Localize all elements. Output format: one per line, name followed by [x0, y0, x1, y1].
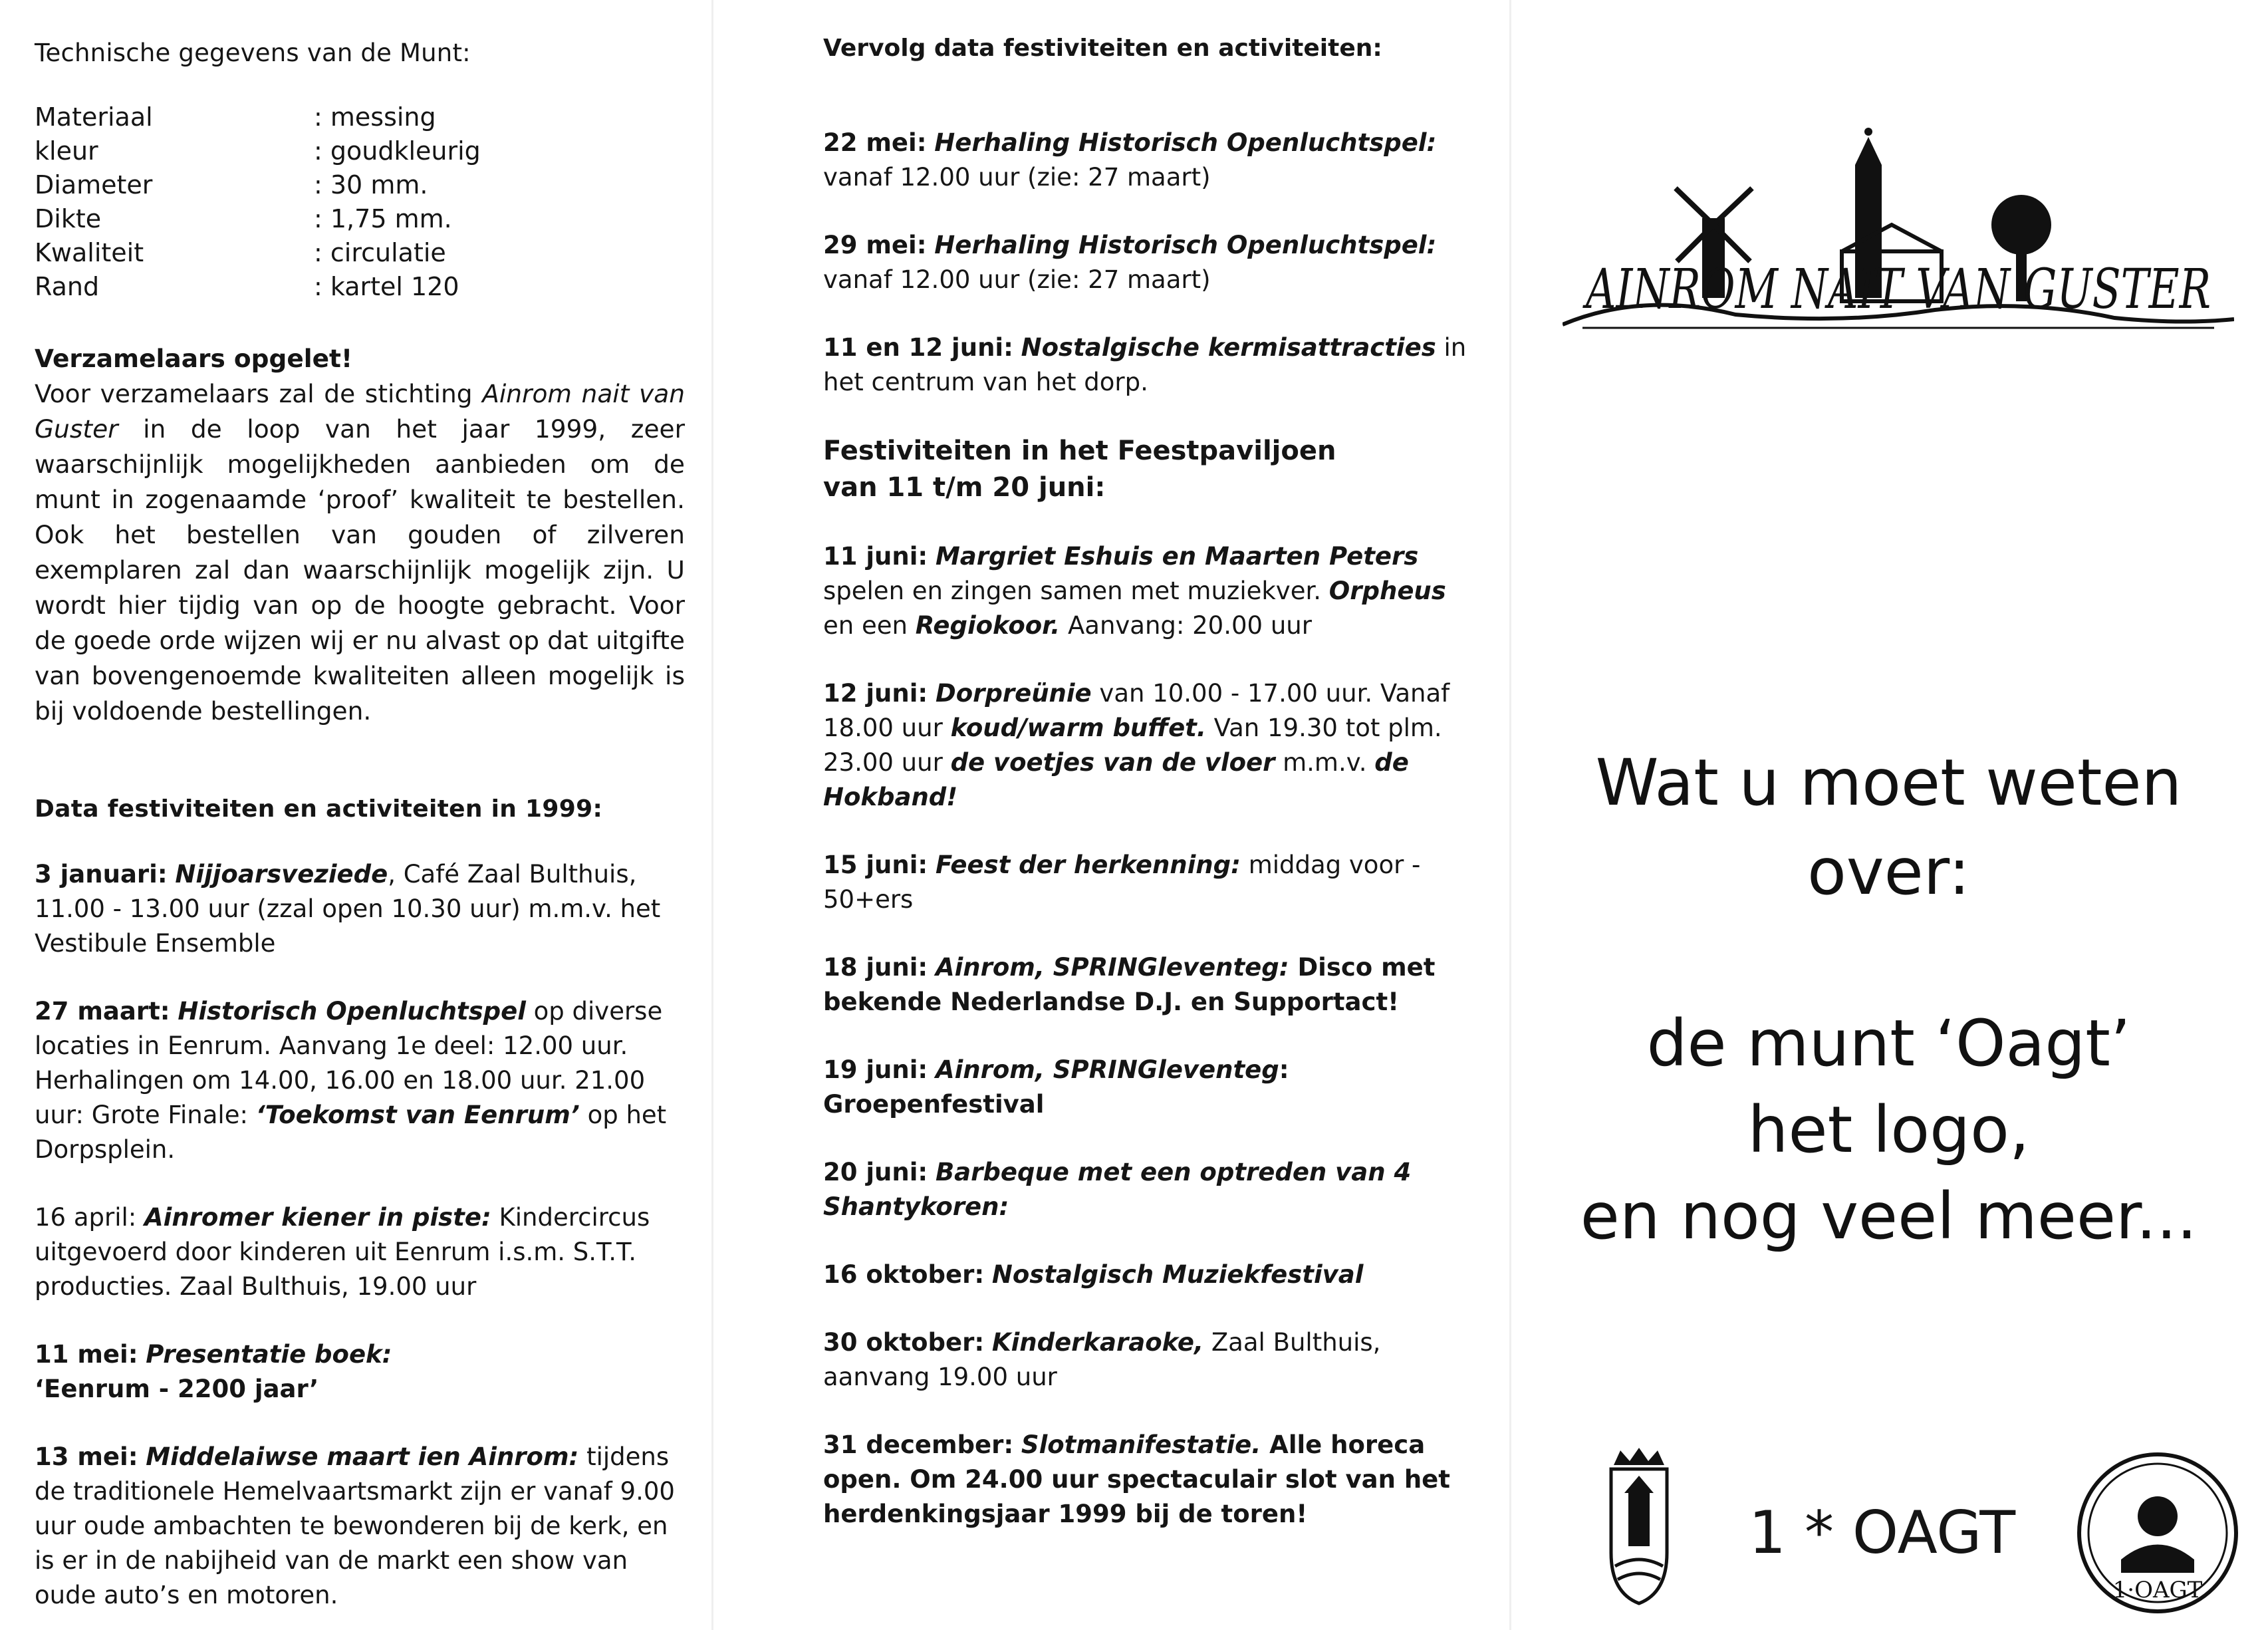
- continued-title: Vervolg data festiviteiten en activiteiten:: [823, 35, 1382, 62]
- event-item: 30 oktober: Kinderkaraoke, Zaal Bulthuis, aanvang 19.00 uur: [823, 1328, 1381, 1391]
- collectors-title: Verzamelaars opgelet!: [35, 344, 353, 373]
- panel-middle: [711, 0, 1509, 1630]
- collectors-text: Voor verzamelaars zal de stichting Ainrom nait van Guster in de loop van het jaar 1999, zeer waarschijnlijk mogelijkheden aanbieden om de munt in zogenaamde ‘proof’ kwaliteit te bestellen. Ook het bestellen van gouden of zilveren exemplaren zal dan waarschijnlijk mogelijk zijn. U wordt hier tijdig van op de hoogte gebracht. Voor de goede orde wijzen wij er nu alvast op dat uitgifte van bovengenoemde kwaliteiten alleen mogelijk is bij voldoende bestellingen.: [35, 379, 685, 726]
- tech-title: Technische gegevens van de Munt:: [35, 39, 471, 67]
- event-item: 18 juni: Ainrom, SPRINGleventeg: Disco met bekende Nederlandse D.J. en Supportact!: [823, 953, 1436, 1016]
- event-item: 19 juni: Ainrom, SPRINGleventeg: Groepenfestival: [823, 1055, 1289, 1119]
- spec-row: kleur : goudkleurig: [35, 136, 481, 166]
- cover-title-line-3: de munt ‘Oagt’: [1646, 1006, 2131, 1081]
- event-item: 13 mei: Middelaiwse maart ien Ainrom: tijdens de traditionele Hemelvaartsmarkt zijn er vanaf 9.00 uur oude ambachten te bewonderen bij de kerk, en is er in de nabijheid van de markt een show van oude auto’s en motoren.: [35, 1442, 675, 1609]
- logo-lettering: AINROM NAIT VAN GUSTER: [1582, 258, 2211, 321]
- data-title: Data festiviteiten en activiteiten in 1999:: [35, 795, 603, 823]
- ainrom-logo: [1563, 125, 2234, 351]
- spec-row: Kwaliteit : circulatie: [35, 238, 446, 267]
- coin-value-label: 1 * OAGT: [1749, 1498, 2016, 1567]
- event-item: 16 oktober: Nostalgisch Muziekfestival: [823, 1260, 1364, 1289]
- cover-title-line-4: het logo,: [1747, 1093, 2030, 1167]
- panel-cover: [1509, 0, 2268, 1630]
- coin-stamp-text: 1·OAGT: [2112, 1577, 2203, 1603]
- spec-row: Rand : kartel 120: [35, 272, 459, 301]
- panel-left: [0, 0, 711, 1630]
- event-item: 11 mei: Presentatie boek: ‘Eenrum - 2200 jaar’: [35, 1340, 392, 1403]
- specs-table: [35, 100, 685, 304]
- cover-title-line-2: over:: [1807, 835, 1970, 909]
- coat-of-arms-icon: [1607, 1446, 1671, 1606]
- event-item: 22 mei: Herhaling Historisch Openluchtspel: vanaf 12.00 uur (zie: 27 maart): [823, 128, 1437, 192]
- event-item: 27 maart: Historisch Openluchtspel op diverse locaties in Eenrum. Aanvang 1e deel: 12.00 uur. Herhalingen om 14.00, 16.00 en 18.00 uur. 21.00 uur: Grote Finale: ‘Toekomst van Eenrum’ op het Dorpsplein.: [35, 997, 667, 1164]
- pavilion-section-title: Festiviteiten in het Feestpaviljoen van 11 t/m 20 juni:: [823, 436, 1336, 503]
- event-item: 31 december: Slotmanifestatie. Alle horeca open. Om 24.00 uur spectaculair slot van het herdenkingsjaar 1999 bij de toren!: [823, 1430, 1450, 1528]
- spec-row: Diameter : 30 mm.: [35, 170, 428, 200]
- spec-row: Materiaal : messing: [35, 102, 436, 132]
- spec-row: Dikte : 1,75 mm.: [35, 204, 452, 233]
- event-item: 29 mei: Herhaling Historisch Openluchtspel: vanaf 12.00 uur (zie: 27 maart): [823, 231, 1437, 294]
- event-item: 16 april: Ainromer kiener in piste: Kindercircus uitgevoerd door kinderen uit Eenrum i.s.m. S.T.T. producties. Zaal Bulthuis, 19.00 uur: [35, 1203, 650, 1301]
- cover-title-line-5: en nog veel meer...: [1580, 1179, 2198, 1254]
- event-item: 12 juni: Dorpreünie van 10.00 - 17.00 uur. Vanaf 18.00 uur koud/warm buffet. Van 19.30 tot plm. 23.00 uur de voetjes van de vloer m.m.v. de Hokband!: [823, 679, 1450, 811]
- event-item: 15 juni: Feest der herkenning: middag voor - 50+ers: [823, 851, 1421, 914]
- oagt-coin-icon: [2075, 1450, 2241, 1616]
- event-item: 11 en 12 juni: Nostalgische kermisattracties in het centrum van het dorp.: [823, 333, 1467, 396]
- cover-title-line-1: Wat u moet weten: [1595, 746, 2182, 820]
- event-item: 3 januari: Nijjoarsveziede, Café Zaal Bulthuis, 11.00 - 13.00 uur (zzal open 10.30 uur) m.m.v. het Vestibule Ensemble: [35, 860, 661, 958]
- event-item: 11 juni: Margriet Eshuis en Maarten Peters spelen en zingen samen met muziekver. Orpheus en een Regiokoor. Aanvang: 20.00 uur: [823, 542, 1446, 640]
- event-item: 20 juni: Barbeque met een optreden van 4 Shantykoren:: [823, 1158, 1412, 1221]
